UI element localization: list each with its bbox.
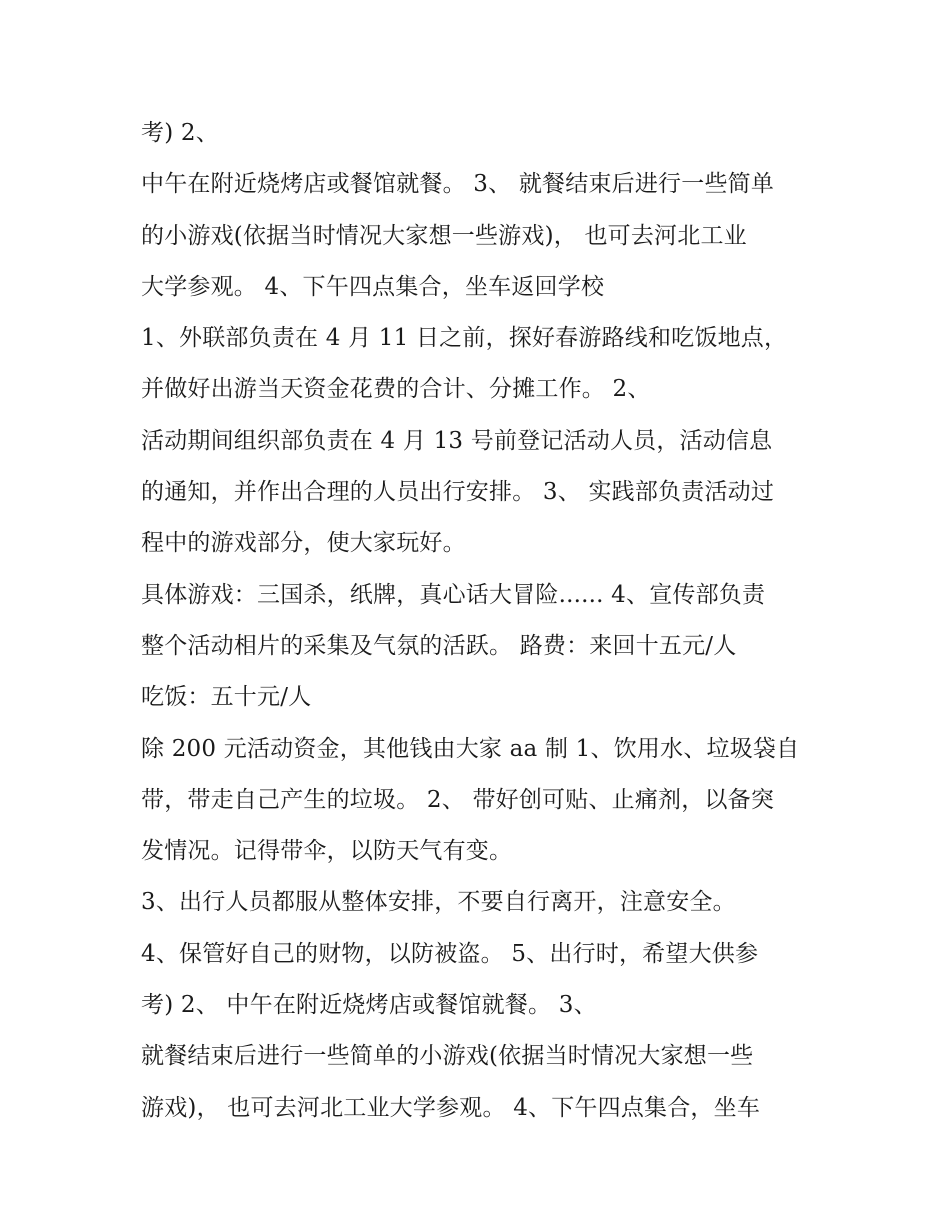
document-body xyxy=(141,108,831,1134)
text-line: 并做好出游当天资金花费的合计、分摊工作。 2、 xyxy=(141,376,651,403)
text-line: 活动期间组织部负责在 4 月 13 号前登记活动人员，活动信息 xyxy=(141,427,773,454)
text-line: 吃饭：五十元/人 xyxy=(141,684,312,711)
text-line: 考) 2、 xyxy=(141,120,219,146)
text-line: 中午在附近烧烤店或餐馆就餐。 3、 就餐结束后进行一些简单 xyxy=(141,171,775,198)
text-line: 1、外联部负责在 4 月 11 日之前，探好春游路线和吃饭地点， xyxy=(141,325,788,352)
text-line: 除 200 元活动资金，其他钱由大家 aa 制 1、饮用水、垃圾袋自 xyxy=(141,735,800,762)
text-line: 考) 2、 中午在附近烧烤店或餐馆就餐。 3、 xyxy=(141,992,597,1019)
text-line: 的小游戏(依据当时情况大家想一些游戏)， 也可去河北工业 xyxy=(141,222,747,249)
text-line: 就餐结束后进行一些简单的小游戏(依据当时情况大家想一些 xyxy=(141,1043,754,1070)
text-line: 3、出行人员都服从整体安排，不要自行离开，注意安全。 xyxy=(141,889,736,916)
text-line: 程中的游戏部分，使大家玩好。 xyxy=(141,530,466,557)
text-line: 游戏)， 也可去河北工业大学参观。 4、下午四点集合，坐车 xyxy=(141,1094,761,1121)
text-line: 发情况。记得带伞，以防天气有变。 xyxy=(141,838,513,865)
text-line: 4、保管好自己的财物，以防被盗。 5、出行时，希望大供参 xyxy=(141,940,759,967)
text-line: 大学参观。 4、下午四点集合，坐车返回学校 xyxy=(141,273,605,300)
text-line: 整个活动相片的采集及气氛的活跃。 路费：来回十五元/人 xyxy=(141,632,737,659)
text-line: 带，带走自己产生的垃圾。 2、 带好创可贴、止痛剂，以备突 xyxy=(141,786,775,813)
text-line: 具体游戏：三国杀，纸牌，真心话大冒险...... 4、宣传部负责 xyxy=(141,581,766,608)
text-line: 的通知，并作出合理的人员出行安排。 3、 实践部负责活动过 xyxy=(141,479,775,506)
